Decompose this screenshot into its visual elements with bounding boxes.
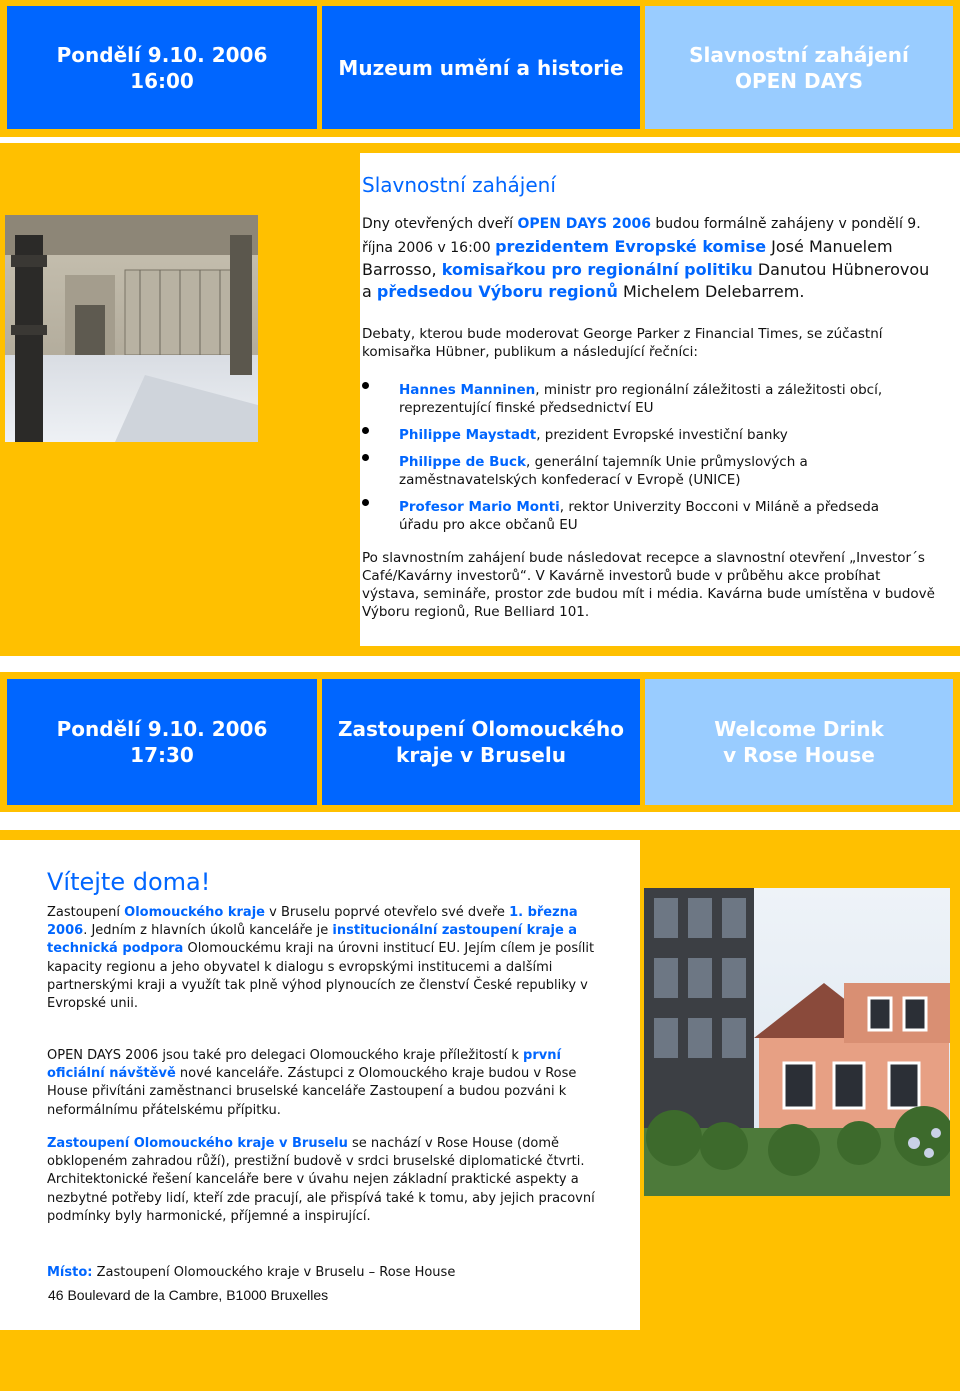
speaker-desc: , generální tajemník Unie průmyslových a zaměstnavatelských konfederací v Evropě (UNICE) <box>399 454 808 488</box>
speaker-name: Hannes Manninen <box>399 382 536 398</box>
speaker-desc: , ministr pro regionální záležitosti a záležitosti obcí, reprezentující finské předsednictví EU <box>399 382 883 416</box>
section1-heading-text: Slavnostní zahájení <box>362 173 556 197</box>
section2-top-bar <box>0 830 960 840</box>
s1p1-b2: prezidentem Evropské komise <box>495 236 767 256</box>
section1-top-bar <box>360 143 960 153</box>
s1p2-text: Debaty, kterou bude moderovat George Parker z Financial Times, se zúčastní komisařka Hübner, publikum a následující řečníci: <box>362 326 883 360</box>
s2p2-t2: nové kanceláře. Zástupci z Olomouckého kraje budou v Rose House přivítáni zaměstnanci bruselské kanceláře Zastoupení a budou pozváni k neformálnímu přátelskému přípitku. <box>47 1066 577 1118</box>
address-line <box>48 1286 328 1304</box>
header-1-event-line2: OPEN DAYS <box>734 68 864 93</box>
s1p1-b4: předsedou Výboru regionů <box>376 281 618 301</box>
header-1-event-line1: Slavnostní zahájení <box>689 42 909 67</box>
section1-bottom-bar <box>0 646 960 656</box>
place-label: Místo: <box>47 1265 93 1280</box>
section2-heading <box>47 867 210 897</box>
header-1-event <box>645 6 953 129</box>
header-1-date-line1: Pondělí 9.10. 2006 <box>56 42 268 67</box>
section1-heading <box>362 172 556 198</box>
header-1-date-line2: 16:00 <box>130 68 194 93</box>
section2-paragraph-2 <box>47 1047 617 1120</box>
s1p1-b1: OPEN DAYS 2006 <box>517 216 651 232</box>
s2p1-b3: institucionální zastoupení kraje a technická podpora <box>47 923 578 957</box>
section1-paragraph-1 <box>362 212 937 302</box>
header-2-date-line1: Pondělí 9.10. 2006 <box>56 717 268 741</box>
s2p1-t2: v Bruselu poprvé otevřelo své dveře <box>264 905 510 920</box>
s1p1-t5: Michelem Delebarrem. <box>617 281 805 301</box>
place-line <box>47 1264 637 1282</box>
header-2-venue <box>322 679 640 805</box>
s2p1-t3: . Jedním z hlavních úkolů kanceláře je <box>83 923 333 939</box>
rose-house-photo <box>644 888 950 1196</box>
s2p1-t1: Zastoupení <box>47 905 125 920</box>
address-text: 46 Boulevard de la Cambre, B1000 Bruxelles <box>48 1287 329 1303</box>
speaker-desc: , rektor Univerzity Bocconi v Miláně a předseda úřadu pro akce občanů EU <box>399 499 880 533</box>
speaker-name: Profesor Mario Monti <box>399 499 560 515</box>
header-1-venue-text: Muzeum umění a historie <box>338 55 624 80</box>
speaker-name: Philippe de Buck <box>399 454 526 470</box>
header-2-event <box>645 679 953 805</box>
header-1-venue <box>322 6 640 129</box>
speaker-desc: , prezident Evropské investiční banky <box>536 427 788 443</box>
s1p1-t1: Dny otevřených dveří <box>362 216 518 232</box>
s1p1-b3: komisařkou pro regionální politiku <box>441 260 753 279</box>
s2p1-b1: Olomouckého kraje <box>124 905 265 920</box>
speaker-item <box>362 498 922 534</box>
s1p3-text: Po slavnostním zahájení bude následovat recepce a slavnostní otevření „Investor´s Café/Kavárny investorů“. V Kavárně investorů bude v průběhu akce probíhat výstava, semináře, prostor zde budou mít i média. Kavárna bude umístěna v budově Výboru regionů, Rue Belliard 101. <box>362 550 935 620</box>
speaker-name: Philippe Maystadt <box>399 427 537 443</box>
header-2-date <box>7 679 317 805</box>
speaker-item <box>362 381 922 417</box>
speakers-list <box>362 381 922 534</box>
s2p3-b1: Zastoupení Olomouckého kraje v Bruselu <box>47 1136 348 1151</box>
s2p2-b1: první oficiální návštěvě <box>47 1048 561 1082</box>
header-2-event-line1: Welcome Drink <box>714 717 884 741</box>
section1-paragraph-2 <box>362 325 942 361</box>
section1-paragraph-3 <box>362 549 937 621</box>
s1p1-t4: Danutou Hübnerovou a <box>362 260 930 301</box>
s2p3-t1: se nachází v Rose House (domě obklopeném zahradou růží), prestižní budově v srdci bruselské diplomatické čtvrti. Architektonické řešení kanceláře bere v úvahu nejen základní praktické aspekty a nezbytné potřeby lidí, kteří zde pracují, ale přispívá také k tomu, aby jejich pracovní podmínky byly harmonické, příjemné a inspirující. <box>47 1136 595 1224</box>
speaker-item <box>362 426 922 444</box>
speaker-item <box>362 453 922 489</box>
section2-paragraph-1 <box>47 904 617 1013</box>
section2-heading-text: Vítejte doma! <box>47 868 211 896</box>
place-value: Zastoupení Olomouckého kraje v Bruselu – Rose House <box>92 1265 456 1280</box>
section2-bottom-bar <box>0 1330 960 1391</box>
section2-paragraph-3 <box>47 1135 617 1226</box>
museum-hall-photo <box>5 215 258 442</box>
s1p1-t3: José Manuelem Barrosso, <box>362 236 893 279</box>
s2p1-t4: Olomouckému kraji na úrovni institucí EU. Jejím cílem je posílit kapacity regionu a jeho obyvatel k dialogu s evropskými institucemi a dalšími partnerskými kraji a využít tak plně výhod plynoucích ze členství České republiky v Evropské unii. <box>47 941 595 1012</box>
header-2-venue-line1: Zastoupení Olomouckého <box>338 717 624 741</box>
s1p1-t2: budou formálně zahájeny v pondělí 9. října 2006 v 16:00 <box>362 216 921 256</box>
header-2-event-line2: v Rose House <box>723 743 875 767</box>
header-1-date <box>7 6 317 129</box>
header-2-date-line2: 17:30 <box>130 743 194 767</box>
s2p1-b2: 1. března 2006 <box>47 905 578 939</box>
header-2-venue-line2: kraje v Bruselu <box>396 743 566 767</box>
s2p2-t1: OPEN DAYS 2006 jsou také pro delegaci Olomouckého kraje příležitostí k <box>47 1048 524 1063</box>
